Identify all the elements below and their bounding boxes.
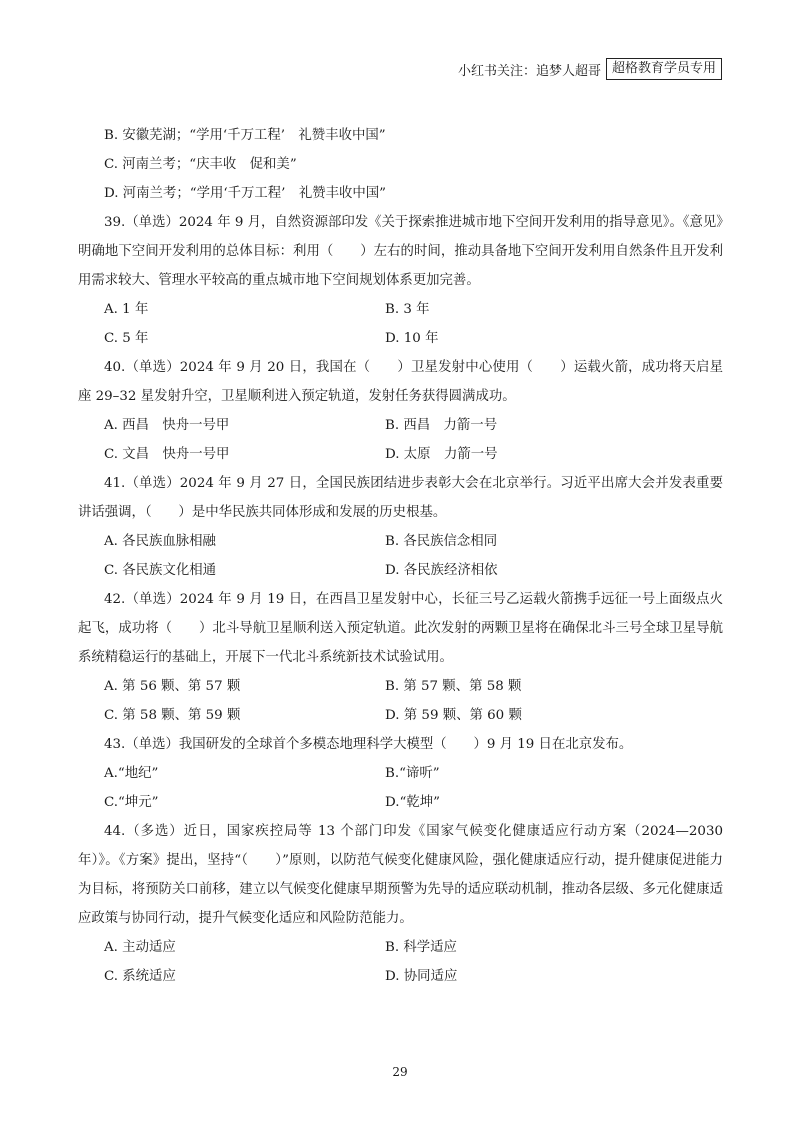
option-b: B. 各民族信念相同 [385, 534, 498, 549]
option-a: A. 各民族血脉相融 [104, 534, 216, 549]
page-header [458, 58, 722, 80]
options-row [78, 933, 723, 962]
options-row [78, 759, 723, 788]
continued-option: C. 河南兰考；“庆丰收 促和美” [104, 157, 297, 172]
header-note: 小红书关注：追梦人超哥 [457, 63, 601, 79]
option-d: D. 各民族经济相依 [385, 563, 498, 578]
question-41: 41.（单选）2024 年 9 月 27 日，全国民族团结进步表彰大会在北京举行。习近平出席大会并发表重要讲话强调，（ ）是中华民族共同体形成和发展的历史根基。 [78, 476, 723, 520]
page-content [78, 121, 723, 991]
options-row [78, 440, 723, 469]
option-d: D. 太原 力箭一号 [385, 447, 498, 462]
option-c: C. 文昌 快舟一号甲 [104, 447, 230, 462]
continued-option: B. 安徽芜湖；“学用‘千万工程’ 礼赞丰收中国” [104, 128, 386, 143]
option-c: C.“坤元” [104, 795, 159, 810]
option-a: A. 西昌 快舟一号甲 [104, 418, 230, 433]
options-row [78, 701, 723, 730]
option-a: A. 主动适应 [104, 940, 176, 955]
option-a: A.“地纪” [104, 766, 159, 781]
continued-option: D. 河南兰考；“学用‘千万工程’ 礼赞丰收中国” [104, 186, 387, 201]
option-b: B. 第 57 颗、第 58 颗 [385, 679, 522, 694]
options-row [78, 324, 723, 353]
option-c: C. 第 58 颗、第 59 颗 [104, 708, 241, 723]
question-39: 39.（单选）2024 年 9 月，自然资源部印发《关于探索推进城市地下空间开发利用的指导意见》。《意见》明确地下空间开发利用的总体目标：利用（ ）左右的时间，推动具备地下空间开发利用自然条件且开发利用需求较大、管理水平较高的重点城市地下空间规划体系更加完善。 [78, 215, 723, 288]
option-d: D.“乾坤” [385, 795, 440, 810]
options-row [78, 556, 723, 585]
options-row [78, 527, 723, 556]
option-a: A. 第 56 颗、第 57 颗 [104, 679, 241, 694]
option-d: D. 10 年 [385, 331, 439, 346]
option-c: C. 5 年 [104, 331, 149, 346]
question-40: 40.（单选）2024 年 9 月 20 日，我国在（ ）卫星发射中心使用（ ）运载火箭，成功将天启星座 29–32 星发射升空，卫星顺利进入预定轨道，发射任务获得圆满成功。 [78, 360, 723, 404]
option-c: C. 各民族文化相通 [104, 563, 217, 578]
question-43: 43.（单选）我国研发的全球首个多模态地理科学大模型（ ）9 月 19 日在北京发布。 [104, 737, 633, 752]
options-row [78, 295, 723, 324]
options-row [78, 962, 723, 991]
header-badge: 超格教育学员专用 [606, 58, 722, 80]
option-b: B. 科学适应 [385, 940, 457, 955]
option-d: D. 协同适应 [385, 969, 458, 984]
options-row [78, 788, 723, 817]
question-42: 42.（单选）2024 年 9 月 19 日，在西昌卫星发射中心，长征三号乙运载火箭携手远征一号上面级点火起飞，成功将（ ）北斗导航卫星顺利送入预定轨道。此次发射的两颗卫星将在确保北斗三号全球卫星导航系统精稳运行的基础上，开展下一代北斗系统新技术试验试用。 [78, 592, 723, 665]
option-c: C. 系统适应 [104, 969, 176, 984]
option-a: A. 1 年 [104, 302, 149, 317]
option-b: B.“谛听” [385, 766, 440, 781]
options-row [78, 672, 723, 701]
option-b: B. 3 年 [385, 302, 430, 317]
option-d: D. 第 59 颗、第 60 颗 [385, 708, 522, 723]
options-row [78, 411, 723, 440]
question-44: 44.（多选）近日，国家疾控局等 13 个部门印发《国家气候变化健康适应行动方案（2024—2030 年）》。《方案》提出，坚持“（ ）”原则，以防范气候变化健康风险，强化健康适应行动，提升健康促进能力为目标，将预防关口前移，建立以气候变化健康早期预警为先导的适应联动机制，推动各层级、多元化健康适应政策与协同行动，提升气候变化适应和风险防范能力。 [78, 824, 723, 926]
page-number: 29 [392, 1065, 408, 1079]
option-b: B. 西昌 力箭一号 [385, 418, 498, 433]
